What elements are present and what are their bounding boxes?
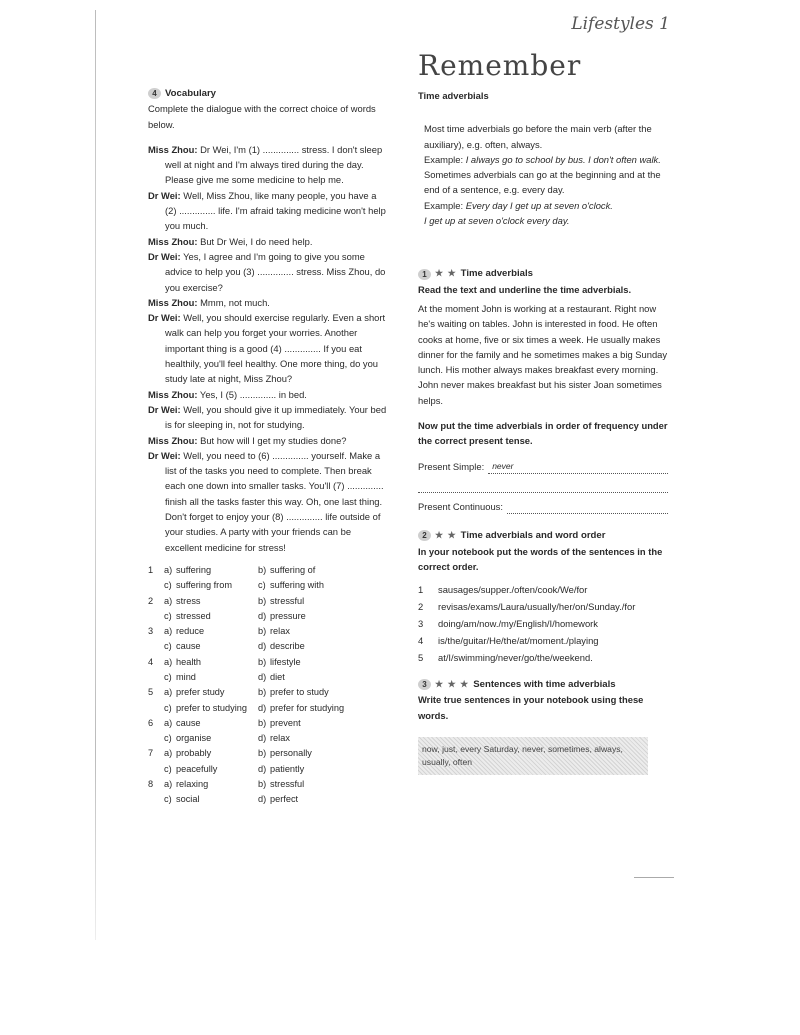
option-letter: b): [258, 564, 267, 575]
exercise-2: [418, 528, 668, 667]
option-letter: c): [258, 580, 266, 591]
dialogue-line: [148, 234, 388, 249]
option-text: peacefully: [176, 763, 218, 774]
question-number: [148, 578, 164, 593]
option-row: [148, 685, 344, 700]
option-text: personally: [270, 748, 312, 759]
grammar-box: [418, 115, 668, 234]
option-row: [148, 701, 344, 716]
option-text: patiently: [270, 763, 305, 774]
dialogue-text: But Dr Wei, I do need help.: [200, 235, 313, 247]
option-letter: c): [164, 641, 172, 652]
option-text: cause: [176, 717, 201, 728]
example-text: Every day I get up at seven o'clock.: [465, 199, 613, 211]
dialogue-line: [148, 295, 388, 310]
option-text: pressure: [270, 610, 306, 621]
exercise-1-instruction-2: Now put the time adverbials in order of frequency under the correct present tense.: [418, 420, 668, 447]
exercise-3-heading: [418, 677, 668, 692]
list-item: [418, 633, 668, 650]
option-text: prefer for studying: [270, 702, 345, 713]
option-row: [148, 670, 344, 685]
answer-options: [148, 563, 344, 808]
option-row: [148, 594, 344, 609]
option-text: stressful: [270, 595, 305, 606]
option-letter: b): [258, 687, 267, 698]
option-text: relax: [270, 626, 290, 637]
dialogue-line: [148, 142, 388, 188]
dialogue-line: [148, 433, 388, 448]
option-letter: c): [164, 794, 172, 805]
dialogue-text: Yes, I (5) .............. in bed.: [199, 388, 307, 400]
option-text: stressed: [176, 610, 211, 621]
question-number: 6: [148, 717, 154, 728]
sentence-list: [418, 582, 668, 667]
option-letter: c): [164, 733, 172, 744]
item-text: doing/am/now./my/English/I/homework: [438, 618, 598, 630]
option-text: cause: [176, 641, 201, 652]
exercise-3-title: Sentences with time adverbials: [473, 679, 616, 691]
difficulty-stars-icon: ★ ★: [435, 268, 457, 279]
item-text: at/I/swimming/never/go/the/weekend.: [438, 652, 593, 664]
speaker: Dr Wei:: [148, 189, 181, 201]
question-number: [148, 670, 164, 685]
dialogue-line: [148, 448, 388, 555]
option-text: perfect: [270, 794, 299, 805]
speaker: Dr Wei:: [148, 449, 181, 461]
question-number: 2: [148, 595, 154, 606]
dialogue-text: Well, you should exercise regularly. Even a short walk can help you forget your worries. Another important thing is a good (4) .............. If you eat healthily, you'll feel healthy. One more thing, do you study late at night, Miss Zhou?: [165, 312, 386, 385]
speaker: Dr Wei:: [148, 403, 181, 415]
question-number: 1: [148, 564, 154, 575]
dialogue-line: [148, 249, 388, 295]
option-letter: a): [164, 564, 173, 575]
remember-subtitle: Time adverbials: [418, 90, 489, 101]
option-text: prefer to study: [270, 687, 329, 698]
exercise-1-instruction: Read the text and underline the time adverbials.: [418, 283, 632, 295]
exercise-1-text: At the moment John is working at a restaurant. Right now he's waiting on tables. John is interested in food. He often cooks at home, five or six times a week. He usually makes dinner for the family and he sometimes makes a big Sunday lunch. His mother always makes breakfast every morning. John never makes breakfast but his sister Joan sometimes helps.: [418, 302, 668, 406]
dialogue-text: Well, Miss Zhou, like many people, you have a (2) .............. life. I'm afraid taking medicine won't help you much.: [165, 189, 386, 232]
list-item: [418, 582, 668, 599]
speaker: Miss Zhou:: [148, 434, 198, 446]
option-row: [148, 792, 344, 807]
exercise-number-badge: 4: [148, 88, 161, 99]
option-text: prefer study: [176, 687, 225, 698]
question-number: [148, 609, 164, 624]
item-text: sausages/supper./often/cook/We/for: [438, 584, 588, 596]
present-continuous-label: Present Continuous:: [418, 500, 503, 512]
option-text: suffering with: [270, 580, 324, 591]
grammar-example-2: [424, 198, 662, 213]
option-row: [148, 762, 344, 777]
option-letter: a): [164, 656, 173, 667]
question-number: 3: [148, 626, 154, 637]
option-text: suffering of: [270, 564, 316, 575]
exercise-2-instruction: In your notebook put the words of the sentences in the correct order.: [418, 545, 663, 572]
speaker: Miss Zhou:: [148, 143, 198, 155]
answer-line[interactable]: [418, 478, 668, 493]
option-letter: b): [258, 717, 267, 728]
example-label: Example:: [424, 199, 464, 211]
dialogue-text: Well, you need to (6) .............. yourself. Make a list of the tasks you need to complete. Then break each one down into smaller tasks. You'll (7) .............. finish all the tasks faster this way. Oh, one last thing. Don't forget to enjoy your (8) .............. life outside of your studies. A party with your friends can be excellent medicine for stress!: [165, 449, 384, 553]
dialogue-line: [148, 310, 388, 386]
list-item: [418, 616, 668, 633]
question-number: [148, 762, 164, 777]
option-letter: a): [164, 779, 173, 790]
grammar-rule-1: Most time adverbials go before the main verb (after the auxiliary), e.g. often, always.: [424, 123, 652, 150]
option-letter: b): [258, 656, 267, 667]
item-text: is/the/guitar/He/the/at/moment./playing: [438, 635, 599, 647]
difficulty-stars-icon: ★ ★ ★: [435, 679, 470, 690]
option-letter: c): [164, 671, 172, 682]
option-row: [148, 746, 344, 761]
speaker: Dr Wei:: [148, 312, 181, 324]
option-text: lifestyle: [270, 656, 301, 667]
option-letter: d): [258, 671, 267, 682]
question-number: 8: [148, 779, 154, 790]
vocabulary-title: Vocabulary: [165, 88, 217, 99]
question-number: [148, 639, 164, 654]
item-number: 3: [418, 618, 424, 630]
option-text: social: [176, 794, 200, 805]
exercise-number-badge: 2: [418, 530, 431, 541]
option-row: [148, 777, 344, 792]
option-text: stressful: [270, 779, 305, 790]
dialogue-text: Mmm, not much.: [200, 296, 270, 308]
dialogue-text: Yes, I agree and I'm going to give you some advice to help you (3) .............. stress. Miss Zhou, do you exercise?: [165, 250, 386, 293]
option-text: health: [176, 656, 202, 667]
scan-edge-line: [95, 10, 96, 940]
chapter-tag: Lifestyles 1: [571, 14, 670, 34]
option-row: [148, 578, 344, 593]
option-row: [148, 639, 344, 654]
option-letter: d): [258, 794, 267, 805]
option-letter: d): [258, 733, 267, 744]
exercise-2-heading: [418, 528, 668, 543]
option-letter: c): [164, 763, 172, 774]
example-label: Example:: [424, 153, 464, 165]
option-text: mind: [176, 671, 196, 682]
item-number: 2: [418, 601, 424, 613]
option-letter: c): [164, 610, 172, 621]
speaker: Miss Zhou:: [148, 388, 198, 400]
option-text: prefer to studying: [176, 702, 247, 713]
option-row: [148, 563, 344, 578]
dialogue-text: Well, you should give it up immediately. Your bed is for sleeping in, not for studying.: [165, 403, 387, 431]
dialogue-line: [148, 188, 388, 234]
option-row: [148, 624, 344, 639]
option-letter: c): [164, 580, 172, 591]
option-letter: a): [164, 626, 173, 637]
present-simple-label: Present Simple:: [418, 460, 485, 472]
option-letter: b): [258, 595, 267, 606]
present-continuous-answer-line[interactable]: [507, 499, 668, 514]
list-item: [418, 599, 668, 616]
present-continuous-row: [418, 499, 668, 514]
option-text: suffering: [176, 564, 212, 575]
option-row: [148, 731, 344, 746]
item-text: revisas/exams/Laura/usually/her/on/Sunday./for: [438, 601, 636, 613]
option-text: relaxing: [176, 779, 209, 790]
option-text: diet: [270, 671, 285, 682]
exercise-3: [418, 677, 668, 775]
option-text: prevent: [270, 717, 301, 728]
option-text: organise: [176, 733, 212, 744]
option-letter: b): [258, 779, 267, 790]
option-text: relax: [270, 733, 290, 744]
option-text: probably: [176, 748, 212, 759]
exercise-number-badge: 1: [418, 269, 431, 280]
dialogue-line: [148, 402, 388, 433]
list-item: [418, 650, 668, 667]
item-number: 5: [418, 652, 424, 664]
option-letter: b): [258, 626, 267, 637]
question-number: [148, 792, 164, 807]
grammar-example-1: [424, 152, 662, 167]
right-column: [418, 50, 668, 775]
speaker: Miss Zhou:: [148, 296, 198, 308]
option-letter: d): [258, 610, 267, 621]
option-text: suffering from: [176, 580, 232, 591]
exercise-1-heading: [418, 266, 668, 281]
question-number: 4: [148, 656, 154, 667]
question-number: [148, 731, 164, 746]
vocabulary-instruction: Complete the dialogue with the correct choice of words below.: [148, 103, 376, 130]
difficulty-stars-icon: ★ ★: [435, 530, 457, 541]
option-letter: d): [258, 763, 267, 774]
option-row: [148, 716, 344, 731]
option-text: reduce: [176, 626, 205, 637]
option-letter: a): [164, 717, 173, 728]
option-letter: b): [258, 748, 267, 759]
dialogue: [148, 142, 388, 555]
exercise-3-instruction: Write true sentences in your notebook using these words.: [418, 694, 644, 721]
footer-mark: [634, 877, 674, 878]
dialogue-line: [148, 387, 388, 402]
dialogue-text: But how will I get my studies done?: [200, 434, 347, 446]
grammar-rule-2: Sometimes adverbials can go at the beginning and at the end of a sentence, e.g. every day.: [424, 169, 661, 196]
word-box: now, just, every Saturday, never, sometimes, always, usually, often: [418, 737, 648, 775]
option-letter: a): [164, 687, 173, 698]
dialogue-text: Dr Wei, I'm (1) .............. stress. I don't sleep well at night and I'm always tired during the day. Please give me some medicine to help me.: [165, 143, 383, 186]
option-row: [148, 655, 344, 670]
option-letter: d): [258, 641, 267, 652]
option-row: [148, 609, 344, 624]
speaker: Miss Zhou:: [148, 235, 198, 247]
present-simple-row: [418, 459, 668, 474]
vocabulary-section: [148, 86, 388, 808]
question-number: 7: [148, 748, 154, 759]
vocabulary-heading: [148, 86, 388, 101]
item-number: 1: [418, 584, 424, 596]
question-number: [148, 701, 164, 716]
option-letter: a): [164, 748, 173, 759]
remember-title: Remember: [418, 49, 582, 82]
example-text: I always go to school by bus. I don't often walk.: [465, 153, 661, 165]
item-number: 4: [418, 635, 424, 647]
option-text: describe: [270, 641, 305, 652]
question-number: 5: [148, 687, 154, 698]
option-text: stress: [176, 595, 201, 606]
present-simple-answer-line[interactable]: never: [488, 459, 668, 474]
option-letter: a): [164, 595, 173, 606]
option-letter: c): [164, 702, 172, 713]
exercise-number-badge: 3: [418, 679, 431, 690]
option-letter: d): [258, 702, 267, 713]
exercise-2-title: Time adverbials and word order: [460, 530, 606, 542]
speaker: Dr Wei:: [148, 250, 181, 262]
grammar-example-3: I get up at seven o'clock every day.: [424, 215, 570, 227]
exercise-1-title: Time adverbials: [460, 268, 533, 280]
